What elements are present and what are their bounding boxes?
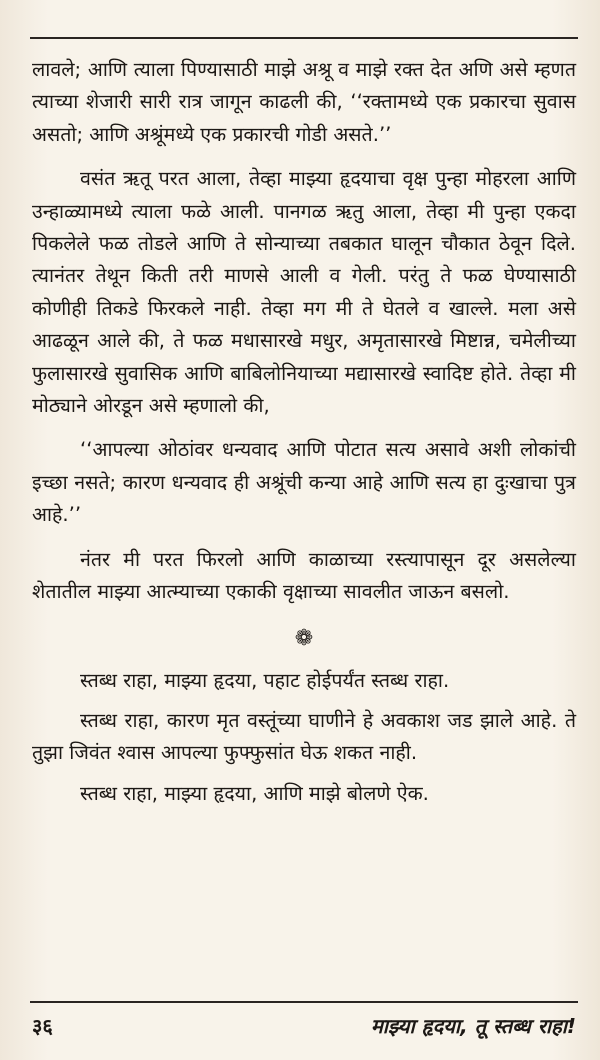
paragraph-2: वसंत ऋतू परत आला, तेव्हा माझ्या हृदयाचा वृक्ष पुन्हा मोहरला आणि उन्हाळ्यामध्ये त्याला फळे आली. पानगळ ऋतु आला, तेव्हा मी पुन्हा एकदा पिकलेले फळ तोडले आणि ते सोन्याच्या तबकात घालून चौकात ठेवून दिले. त्यानंतर तेथून किती तरी माणसे आली व गेली. परंतु ते फळ घेण्यासाठी कोणीही तिकडे फिरकले नाही. तेव्हा मग मी ते घेतले व खाल्ले. मला असे आढळून आले की, ते फळ मधासारखे मधुर, अमृतासारखे मिष्टान्न, चमेलीच्या फुलासारखे सुवासिक आणि बाबिलोनियाच्या मद्यासारखे स्वादिष्ट होते. तेव्हा मी मोठ्याने ओरडून असे म्हणालो की, — [32, 167, 576, 418]
page-number: ३६ — [32, 1014, 53, 1038]
paragraph-4: नंतर मी परत फिरलो आणि काळाच्या रस्त्यापासून दूर असलेल्या शेतातील माझ्या आत्म्याच्या एकाकी वृक्षाच्या सावलीत जाऊन बसलो. — [32, 547, 576, 604]
paragraph-3-quote: ‘‘आपल्या ओठांवर धन्यवाद आणि पोटात सत्य असावे अशी लोकांची इच्छा नसते; कारण धन्यवाद ही अश्रूंची कन्या आहे आणि सत्य हा दुःखाचा पुत्र आहे.’’ — [32, 438, 576, 527]
paragraph-1: लावले; आणि त्याला पिण्यासाठी माझे अश्रू व माझे रक्त देत अणि असे म्हणत त्याच्या शेजारी सारी रात्र जागून काढली की, ‘‘रक्तामध्ये एक प्रकारचा सुवास असतो; आणि अश्रूंमध्ये एक प्रकारची गोडी असते.’’ — [32, 58, 576, 146]
paragraph-6: स्तब्ध राहा, कारण मृत वस्तूंच्या घाणीने हे अवकाश जड झाले आहे. ते तुझा जिवंत श्वास आपल्या फुफ्फुसांत घेऊ शकत नाही. — [32, 708, 576, 765]
top-rule — [30, 37, 578, 39]
paragraph-7: स्तब्ध राहा, माझ्या हृदया, आणि माझे बोलणे ऐक. — [80, 781, 429, 805]
bottom-rule — [30, 1001, 578, 1003]
running-title: माझ्या हृदया, तू स्तब्ध राहा! — [370, 1014, 576, 1038]
paragraph-5: स्तब्ध राहा, माझ्या हृदया, पहाट होईपर्यंत स्तब्ध राहा. — [80, 668, 450, 692]
section-ornament-icon: ❁ — [294, 625, 314, 651]
page-body — [32, 54, 576, 810]
